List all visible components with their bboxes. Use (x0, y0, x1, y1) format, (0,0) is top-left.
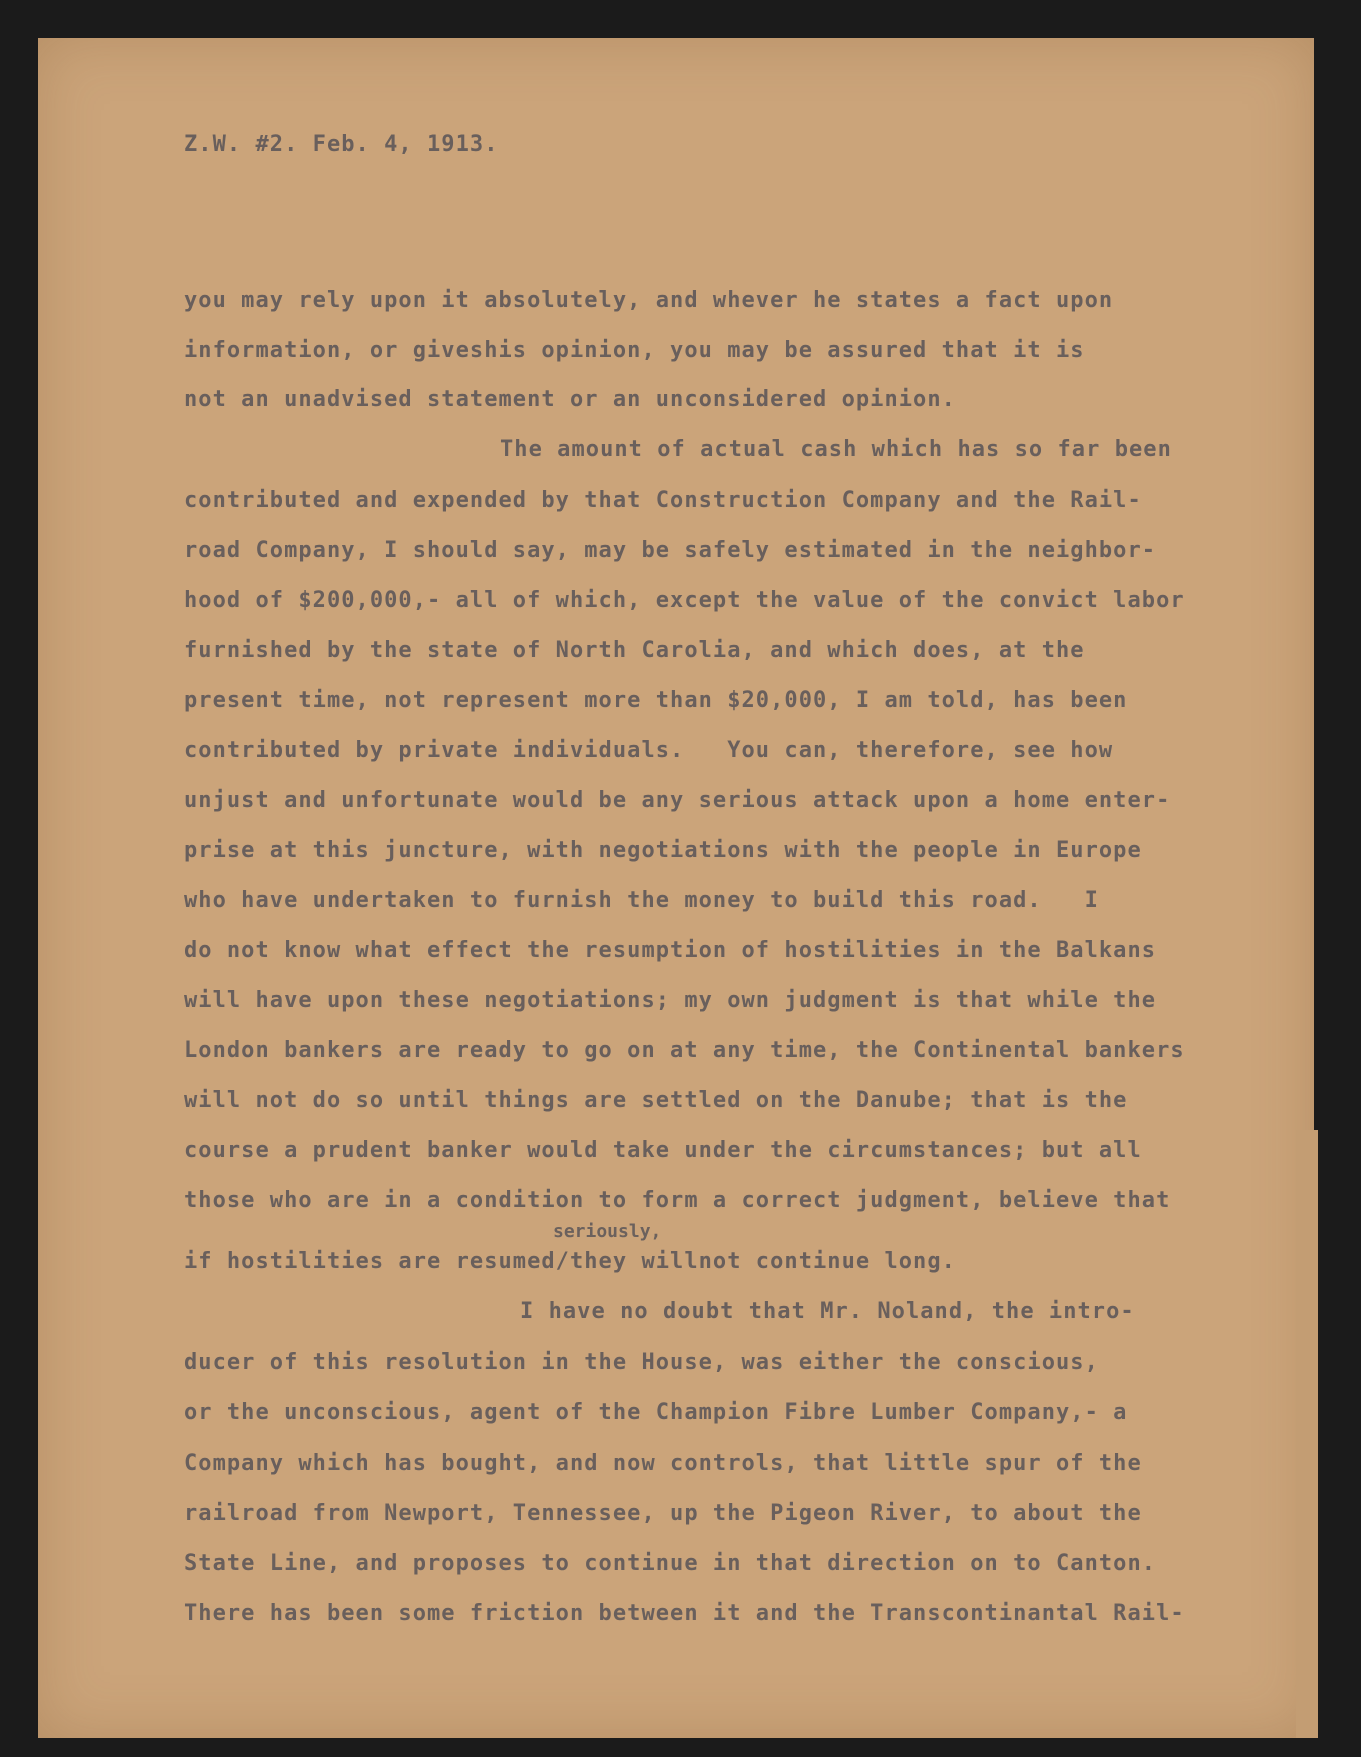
text-line: who have undertaken to furnish the money to build this road. I (184, 888, 1099, 913)
paper-edge (1296, 1130, 1318, 1738)
text-line: London bankers are ready to go on at any time, the Continental bankers (184, 1038, 1185, 1063)
text-line: not an unadvised statement or an unconsidered opinion. (184, 387, 956, 412)
text-line: furnished by the state of North Carolia, and which does, at the (184, 638, 1085, 663)
text-line: if hostilities are resumed/they willnot continue long. (184, 1249, 956, 1274)
text-line: do not know what effect the resumption of hostilities in the Balkans (184, 938, 1157, 963)
text-line: course a prudent banker would take under the circumstances; but all (184, 1138, 1142, 1163)
text-line: prise at this juncture, with negotiations with the people in Europe (184, 838, 1142, 863)
text-line: contributed and expended by that Construction Company and the Rail- (184, 488, 1142, 513)
text-line: State Line, and proposes to continue in that direction on to Canton. (184, 1551, 1157, 1576)
text-line: unjust and unfortunate would be any serious attack upon a home enter- (184, 788, 1171, 813)
text-line: information, or giveshis opinion, you may be assured that it is (184, 338, 1085, 363)
text-line: will not do so until things are settled on the Danube; that is the (184, 1088, 1128, 1113)
text-line: present time, not represent more than $20,000, I am told, has been (184, 688, 1128, 713)
text-line: Company which has bought, and now controls, that little spur of the (184, 1451, 1142, 1476)
text-line: hood of $200,000,- all of which, except the value of the convict labor (184, 588, 1185, 613)
text-line: or the unconscious, agent of the Champion Fibre Lumber Company,- a (184, 1400, 1128, 1425)
letter-header: Z.W. #2. Feb. 4, 1913. (184, 132, 499, 157)
text-line: those who are in a condition to form a correct judgment, believe that (184, 1188, 1171, 1213)
text-line: I have no doubt that Mr. Noland, the intro- (520, 1299, 1135, 1324)
interlinear-insertion: seriously, (553, 1221, 662, 1242)
text-line: contributed by private individuals. You can, therefore, see how (184, 738, 1114, 763)
text-line: road Company, I should say, may be safely estimated in the neighbor- (184, 538, 1157, 563)
text-line: There has been some friction between it and the Transcontinantal Rail- (184, 1601, 1185, 1626)
text-line: railroad from Newport, Tennessee, up the Pigeon River, to about the (184, 1501, 1142, 1526)
text-line: The amount of actual cash which has so far been (500, 437, 1172, 462)
text-line: will have upon these negotiations; my own judgment is that while the (184, 988, 1157, 1013)
text-line: ducer of this resolution in the House, was either the conscious, (184, 1350, 1099, 1375)
text-line: you may rely upon it absolutely, and whever he states a fact upon (184, 288, 1114, 313)
